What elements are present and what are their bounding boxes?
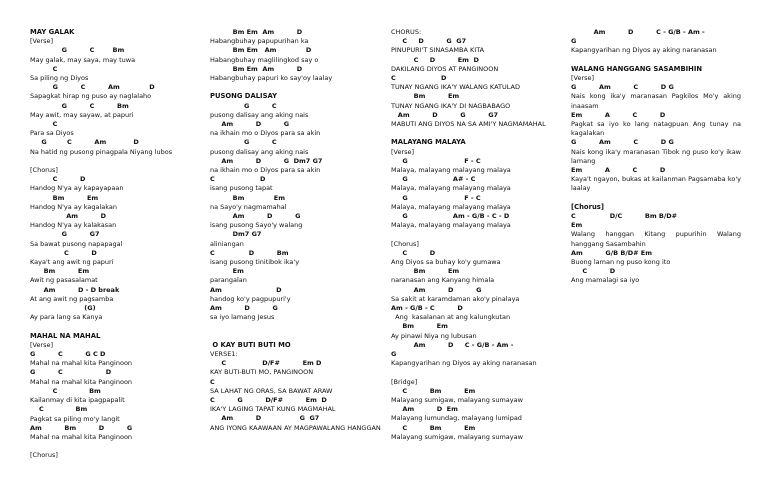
song-title: WALANG HANGGANG SASAMBIHIN	[571, 64, 703, 73]
chord-line: G C G C D	[30, 350, 106, 359]
chord-line: Am D G	[210, 212, 301, 221]
lyric-line: DAKILANG DIYOS AT PANGINOON	[391, 64, 499, 73]
chord-line: G C Bm	[30, 101, 129, 110]
lyric-line: Mahal na mahal kita Panginoon	[30, 377, 133, 386]
lyric-line: Malaya, malayang malayang malaya	[391, 221, 511, 230]
lyric-line: Walang hanggan Kitang pupurihin Walang hanggang Sasambahin	[571, 230, 741, 248]
song-title: O KAY BUTI BUTI MO	[210, 340, 291, 349]
chord-line: G	[391, 350, 397, 359]
chord-line: Bm Em	[391, 92, 460, 101]
lyric-line: naranasan ang Kanyang himala	[391, 276, 495, 285]
lyric-line: Buong laman ng puso kong ito	[571, 258, 671, 267]
chord-line: G Am C D G	[571, 138, 674, 147]
lyric-line: na Sayo'y nagmamahal	[210, 202, 287, 211]
lyric-line: aliniangan	[210, 239, 244, 248]
lyric-line: Sa sakit at karamdaman ako'y pinalaya	[391, 294, 520, 303]
lyric-line: na ikhain mo o Diyos para sa akin	[210, 129, 321, 138]
lyric-line: Ang mamalagi sa iyo	[571, 276, 640, 285]
chord-line: Am D G	[210, 304, 278, 313]
lyric-line: Nais kong ika'y maranasan Tibok ng puso ko'y ikaw lamang	[571, 147, 741, 165]
chord-line: Bm Em Am D	[210, 64, 303, 73]
lyric-line: pusong dalisay ang aking nais	[210, 110, 309, 119]
chord-line: G C Am D	[30, 83, 155, 92]
chord-line: Am D	[30, 212, 107, 221]
chord-line: Am G/B B/D# Em	[571, 248, 653, 257]
lyric-line: Habangbuhay maglilingkod say o	[210, 55, 319, 64]
blank-line	[210, 332, 382, 341]
lyric-line: Sapagkat hirap ng puso ay naglalaho	[30, 92, 152, 101]
chord-line: C D/C Bm B/D#	[571, 212, 678, 221]
lyric-line: Sa bawat pusong napapagal	[30, 239, 123, 248]
song-title: MALAYANG MALAYA	[391, 138, 466, 147]
chord-line: C Bm	[30, 386, 101, 395]
chord-line: Bm Em	[391, 267, 460, 276]
lyric-line: May galak, may saya, may tuwa	[30, 55, 136, 64]
lyric-line: [Chorus]	[391, 239, 419, 248]
chord-line: Em A C D	[571, 110, 666, 119]
chord-line: C Bm Em	[391, 386, 476, 395]
lyric-line: CHORUS:	[391, 28, 422, 36]
blank-line	[391, 230, 561, 239]
chord-line: Am D G G7	[391, 110, 499, 119]
column-3	[391, 28, 561, 442]
chord-line: C D	[391, 248, 436, 257]
chord-line: G Am C D G	[571, 83, 674, 92]
lyric-line: Handog N'ya ay kapayapaan	[30, 184, 124, 193]
chord-line: G G7	[30, 230, 100, 239]
chord-line: Am D	[210, 285, 282, 294]
lyric-line: Malayang sumigaw, malayang sumayaw	[391, 396, 523, 405]
chord-line: Am D G	[210, 120, 290, 129]
lyric-line: TUNAY NGANG IKA'Y DI NAGBABAGO	[391, 101, 511, 110]
chord-line: Em	[210, 267, 244, 276]
lyric-line: Kaya't ang awit ng papuri	[30, 258, 114, 267]
lyric-line: Para sa Diyos	[30, 129, 74, 138]
lyric-line: Pagkat sa piling mo'y langit	[30, 414, 120, 423]
chord-line: Bm Em Am D	[210, 28, 303, 36]
lyric-line: na ikhain mo o Diyos para sa akin	[210, 166, 321, 175]
lyric-line: Kapangyarihan ng Diyos ay aking naranasan	[571, 46, 717, 55]
chord-line: C	[30, 120, 58, 129]
chord-line: G C Bm	[30, 46, 125, 55]
song-title: [Chorus]	[571, 202, 604, 211]
lyric-line: Habangbuhay papupurihan ka	[210, 37, 309, 46]
blank-line	[30, 157, 205, 166]
chord-line: C Bm	[30, 405, 88, 414]
chord-line: G C Am D	[30, 138, 139, 147]
chord-line: (G)	[30, 304, 96, 313]
lyric-line: Malaya, malayang malayang malaya	[391, 166, 511, 175]
chord-line: G F - C	[391, 193, 481, 202]
lyric-line: isang pusong tapat	[210, 184, 273, 193]
chord-line: G F - C	[391, 156, 481, 165]
blank-line	[391, 129, 561, 138]
chord-line: G A# - C	[391, 175, 476, 184]
lyric-line: Handog N'ya ay kalakasan	[30, 221, 117, 230]
lyric-line: [Bridge]	[391, 377, 418, 386]
chord-line: Bm Em	[391, 322, 448, 331]
column-1	[30, 28, 205, 461]
lyric-line: pusong dalisay ang aking nais	[210, 147, 309, 156]
chord-line: C	[210, 377, 215, 386]
lyric-line: KAY BUTI-BUTI MO, PANGINOON	[210, 368, 314, 377]
lyric-line: SA LAHAT NG ORAS, SA BAWAT ARAW	[210, 386, 333, 395]
lyric-line: IKA'Y LAGING TAPAT KUNG MAGMAHAL	[210, 405, 336, 414]
lyric-line: Handog N'ya ay kagalakan	[30, 202, 118, 211]
chord-line: C D G G7	[391, 37, 467, 46]
blank-line	[30, 322, 205, 331]
lyric-line: [Verse]	[391, 147, 415, 156]
song-title: MAY GALAK	[30, 28, 75, 36]
lyric-line: [Chorus]	[30, 451, 58, 460]
lyric-line: Malaya, malayang malayang malaya	[391, 184, 511, 193]
lyric-line: Kailanmay di kita ipagpapalit	[30, 396, 125, 405]
lyric-line: isang pusong tinitibok ika'y	[210, 258, 300, 267]
chord-line: Bm Em Am D	[210, 46, 312, 55]
lyric-line: PINUPURI'T SINASAMBA KITA	[391, 46, 485, 55]
lyric-line: Na hatid ng pusong pinagpala Niyang lubos	[30, 147, 173, 156]
lyric-line: Pagkat sa iyo ko lang natagpuan Ang tunay na kagalakan	[571, 120, 741, 138]
chord-line: C D Bm	[210, 248, 289, 257]
chord-line: Em A C D	[571, 166, 666, 175]
chord-line: G C	[210, 138, 277, 147]
chord-line: C G D/F# Em D	[210, 396, 327, 405]
chord-line: Bm Em	[210, 193, 285, 202]
blank-line	[391, 368, 561, 377]
lyric-line: Malaya, malayang malayang malaya	[391, 202, 511, 211]
chord-line: Am D G G7	[210, 414, 320, 423]
column-4	[571, 28, 741, 286]
chord-line: C Bm Em	[391, 423, 476, 432]
lyric-line: Kaya't ngayon, bukas at kailanman Pagsamaba ko'y laalay	[571, 175, 741, 193]
lyric-line: Ang Diyos sa buhay ko'y gumawa	[391, 258, 501, 267]
chord-line: C D/F# Em D	[210, 359, 322, 368]
chord-line: Bm Em	[30, 193, 99, 202]
lyric-line: At ang awit ng pagsamba	[30, 294, 114, 303]
lyric-line: Kapangyarihan ng Diyos ay aking naranasan	[391, 359, 537, 368]
chord-line: Am D G	[391, 285, 482, 294]
lyric-line: Ay pinawi Niya ng lubusan	[391, 331, 477, 340]
chord-line: G C D	[30, 368, 112, 377]
lyric-line: Mahal na mahal kita Panginoon	[30, 432, 133, 441]
blank-line	[571, 56, 741, 65]
blank-line	[210, 83, 382, 92]
lyric-line: handog ko'y pagpupuri'y	[210, 294, 291, 303]
chord-line: C D	[30, 248, 97, 257]
lyric-line: Awit ng pasasalamat	[30, 276, 98, 285]
lyric-line: Mahal na mahal kita Panginoon	[30, 359, 133, 368]
chord-line: C D	[30, 175, 86, 184]
lyric-line: [Chorus]	[30, 166, 58, 175]
song-title: MAHAL NA MAHAL	[30, 331, 101, 340]
blank-line	[30, 442, 205, 451]
chord-line: Am D G Dm7 G7	[210, 156, 323, 165]
lyric-line: Ay para lang sa Kanya	[30, 313, 103, 322]
lyric-line: TUNAY NGANG IKA'Y WALANG KATULAD	[391, 83, 520, 92]
lyric-line: VERSE1:	[210, 350, 238, 359]
chord-line: C D	[391, 74, 447, 83]
chord-line: Dm7 G7	[210, 230, 262, 239]
chord-line: G C	[210, 101, 277, 110]
lyric-line: Malayang sumigaw, malayang sumayaw	[391, 432, 523, 441]
lyric-line: isang pusong Sayo'y walang	[210, 221, 303, 230]
chord-line: Em	[571, 221, 583, 230]
chord-line: Am - G/B - C D	[391, 304, 463, 313]
lyric-line: Sa piling ng Diyos	[30, 74, 89, 83]
lyric-line: [Verse]	[571, 74, 595, 82]
column-2	[210, 28, 382, 433]
lyric-line: May awit, may sayaw, at papuri	[30, 110, 134, 119]
lyric-line: parangalan	[210, 276, 247, 285]
lyric-line: ANG IYONG KAAWAAN AY MAGPAWALANG HANGGAN	[210, 423, 381, 432]
lyric-line: sa iyo lamang Jesus	[210, 313, 275, 322]
blank-line	[571, 194, 741, 203]
chord-line: Am D Em	[391, 405, 458, 414]
lyric-line: [Verse]	[30, 340, 54, 349]
chord-line: Am D C - G/B - Am -	[391, 340, 514, 349]
blank-line	[210, 322, 382, 331]
lyric-line: MABUTI ANG DIYOS NA SA AMI'Y NAGMAMAHAL	[391, 120, 546, 129]
chord-line: Bm Em	[30, 267, 90, 276]
chord-line: Am D - D break	[30, 285, 120, 294]
chord-line: C D	[571, 267, 616, 276]
chord-line: C D	[210, 175, 266, 184]
lyric-line: Malayang lumundag, malayang lumipad	[391, 414, 522, 423]
chord-line: G Am - G/B - C - D	[391, 212, 510, 221]
lyric-line: Nais kong ika'y maranasan Pagkilos Mo'y aking inaasam	[571, 92, 741, 110]
lyric-line: Ang kasalanan at ang kalungkutan	[391, 313, 511, 322]
chord-line: G	[571, 37, 577, 46]
lyric-line: [Verse]	[30, 37, 54, 46]
chord-line: Am D C - G/B - Am -	[571, 28, 705, 36]
chord-line: C D Em D	[391, 55, 479, 64]
chord-line: C	[30, 64, 58, 73]
song-title: PUSONG DALISAY	[210, 92, 277, 101]
lyric-line: Habangbuhay papuri ko say'oy laalay	[210, 74, 333, 83]
chord-line: Am Bm D G	[30, 423, 133, 432]
